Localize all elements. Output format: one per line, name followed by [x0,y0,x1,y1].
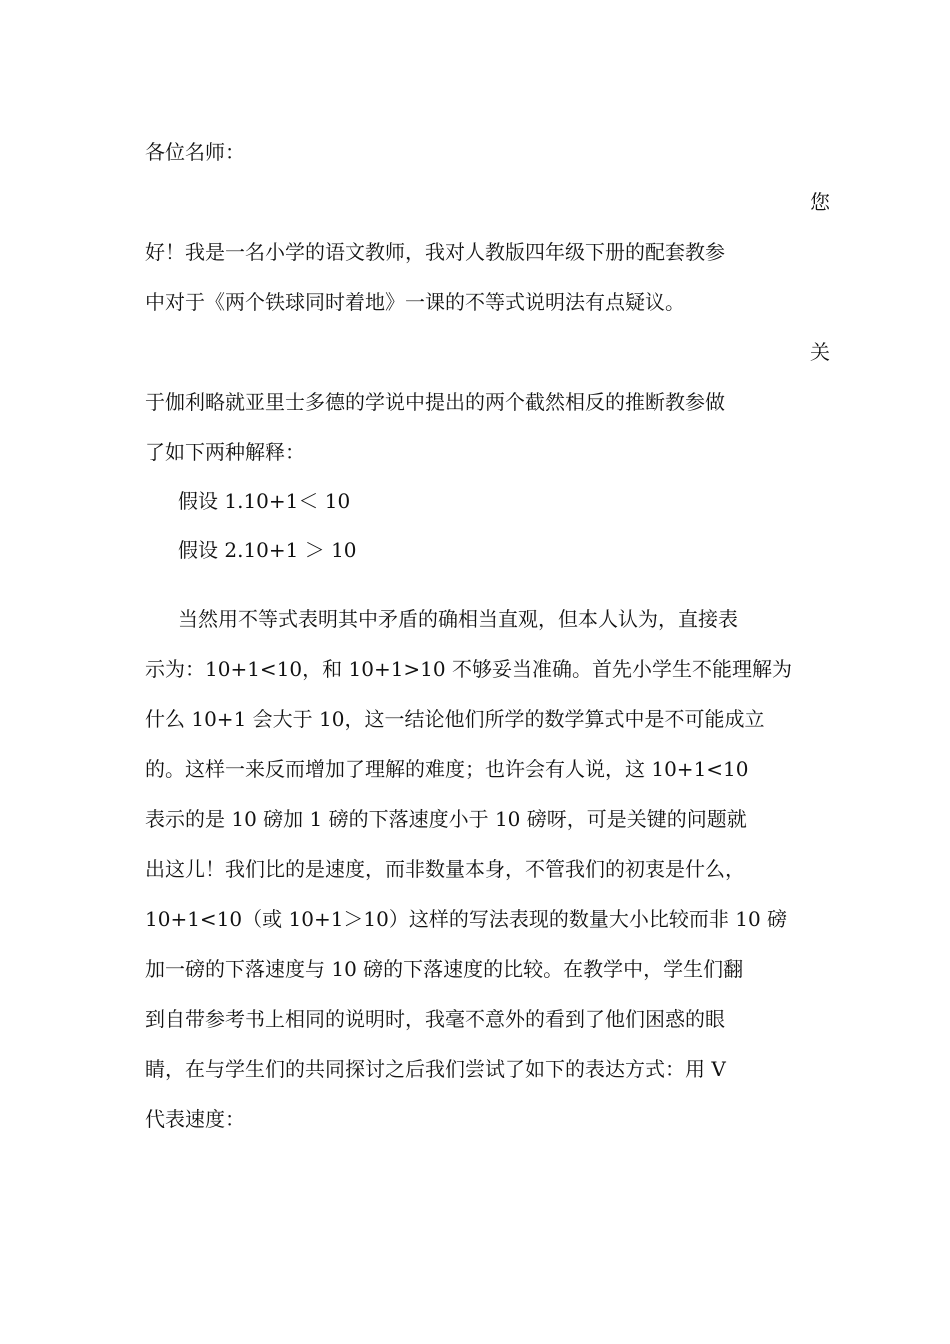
hypothesis-2: 假设 2.10+1 ＞ 10 [178,538,357,562]
paragraph-line: 当然用不等式表明其中矛盾的确相当直观，但本人认为，直接表 [178,607,738,631]
paragraph-line: 于伽利略就亚里士多德的学说中提出的两个截然相反的推断教参做 [145,390,725,414]
paragraph-line: 了如下两种解释： [145,440,305,464]
paragraph-line: 的。这样一来反而增加了理解的难度；也许会有人说，这 10+1<10 [145,757,749,781]
paragraph-line: 中对于《两个铁球同时着地》一课的不等式说明法有点疑议。 [145,290,685,314]
paragraph-line: 示为：10+1<10，和 10+1>10 不够妥当准确。首先小学生不能理解为 [145,657,792,681]
paragraph-line: 到自带参考书上相同的说明时，我毫不意外的看到了他们困惑的眼 [145,1007,725,1031]
paragraph-line: 什么 10+1 会大于 10，这一结论他们所学的数学算式中是不可能成立 [145,707,765,731]
paragraph-line: 加一磅的下落速度与 10 磅的下落速度的比较。在教学中，学生们翻 [145,957,744,981]
paragraph-line: 您 [810,190,830,214]
hypothesis-1: 假设 1.10+1＜ 10 [178,489,351,513]
paragraph-line: 表示的是 10 磅加 1 磅的下落速度小于 10 磅呀，可是关键的问题就 [145,807,747,831]
paragraph-line: 好！我是一名小学的语文教师，我对人教版四年级下册的配套教参 [145,240,725,264]
paragraph-line: 10+1<10（或 10+1＞10）这样的写法表现的数量大小比较而非 10 磅 [145,907,788,931]
salutation: 各位名师： [145,140,245,164]
paragraph-line: 出这儿！我们比的是速度，而非数量本身，不管我们的初衷是什么， [145,857,745,881]
paragraph-line: 睛，在与学生们的共同探讨之后我们尝试了如下的表达方式：用 V [145,1057,726,1081]
paragraph-line: 关 [810,340,830,364]
paragraph-line: 代表速度： [145,1107,245,1131]
